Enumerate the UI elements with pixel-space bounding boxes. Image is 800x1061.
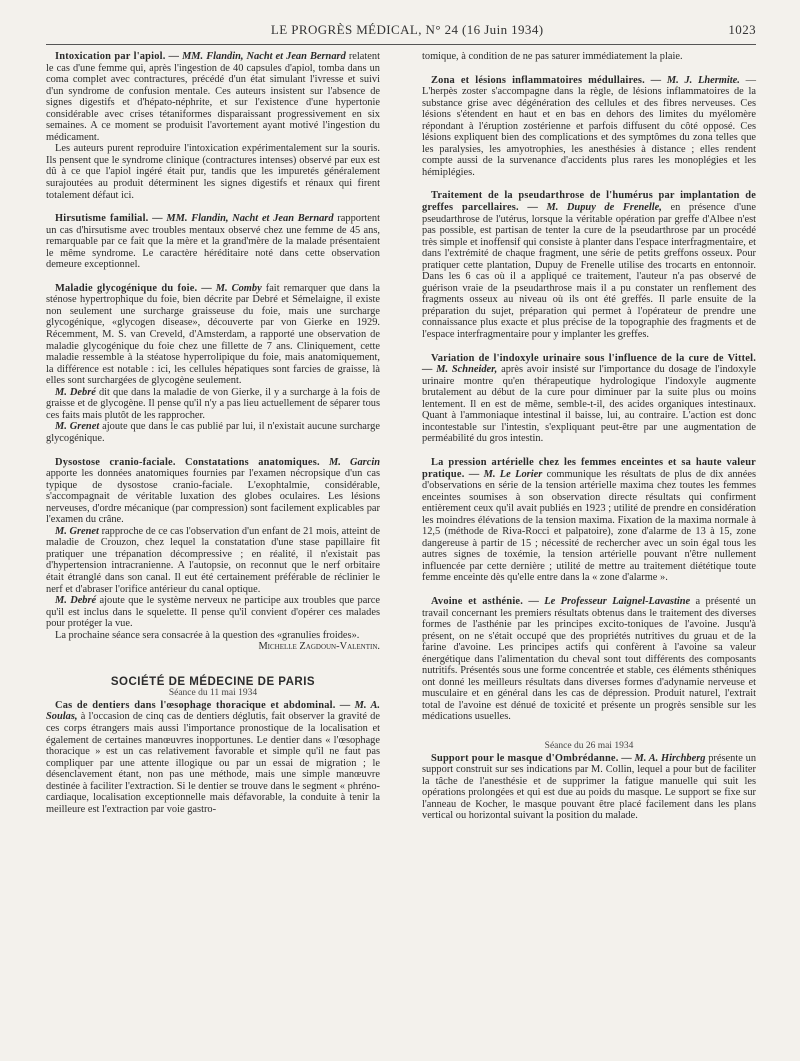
article-pseudarthrose: Traitement de la pseudarthrose de l'humérus par implantation de greffes parcellaires. — M. Dupuy de Frenelle, en présence d'une pseudarthrose de l'utérus, lorsque la véritable opération par greffe d'Albee n'est pas possible, est partisan de tenter la cure de la pseudarthrose par un procédé très simple et inoffensif qui consiste à planter dans l'espace interfragmentaire, et dans l'extrémité de chaque fragment, une série de petits greffons osseux. Pour pratiquer cette plantation, Dupuy de Frenelle utilise des trocarts en entonnoir. Dans les 6 cas où il a appliqué ce traitement, l'auteur n'a pas observé de guérison vraie de la pseudarthrose mais il a pu constater un renflement des fragments osseux au niveau où ils ont été greffés. Il parle ensuite de la préparation du sujet, préparation qui permet à l'opérateur de prendre une connaissance plus exacte et plus précise de la topographie des fragments et de l'espace interfragmentaire pour y implanter les greffes. [422,190,756,341]
header-rule [46,44,756,45]
left-column [46,51,380,822]
paragraph: M. Grenet rapproche de ce cas l'observation d'un enfant de 21 mois, atteint de maladie de Crouzon, chez lequel la constatation d'une stase papillaire fit pratiquer une trépanation décompressive ; en réalité, il n'existait pas d'hypertension intracranienne. A l'autopsie, on reconnut que le nerf orbitaire était étranglé dans son canal. Il eut été certainement préférable de réclinier le nerf et d'abraser l'orifice antérieur du canal optique. [46,525,381,595]
article-indoxyle: Variation de l'indoxyle urinaire sous l'influence de la cure de Vittel. — M. Schneider, après avoir insisté sur l'importance du dosage de l'indoxyle urinaire montre qu'en thérapeutique hydrologique l'indoxyle augmente brutalement au début de la cure pour diminuer par la suite plus ou moins lentement. Il en est de même, semble-t-il, des acides organiques intestinaux. Quant à l'ammoniaque intestinal il baisse, lui, au contraire. L'action est donc incontestable sur l'intestin, s'expliquant peut-être par une augmentation de perméabilité du gros intestin. [422,352,756,445]
article-dysostose: Dysostose cranio-faciale. Constatations anatomiques. M. Garcin apporte les données anatomiques fournies par l'examen nécropsique d'un cas typique de dysostose cranio-faciale. L'exophtalmie, considérable, s'accompagnait de véritable luxation des globes oculaires. Les lésions nerveuses, d'ordre mécanique (par compression) sont facilement explicables par l'examen du crâne. [46,456,380,526]
article-avoine: Avoine et asthénie. — Le Professeur Laignel-Lavastine a présenté un travail concernant les premiers résultats obtenus dans le traitement des diverses formes de l'asthénie par les principes excito-toniques de l'avoine. Jusqu'à présent, on ne s'était occupé que des propriétés nutritives du gruau et de la farine d'avoine. Les principes actifs qui confèrent à l'avoine sa valeur énergétique dans l'alimentation du cheval sont tout différents des composants nutritifs. Présentés sous une forme concentrée et stable, ces éléments sthéniques ont donné les meilleurs résultats dans diverses formes d'adynamie nerveuse et musculaire et en général dans les cas de dépression. Produit naturel, l'extrait total de l'avoine est dénué de toxicité et présente un progrès sensible sur les médications usuelles. [422,595,756,723]
paragraph: La prochaine séance sera consacrée à la question des «granulies froides». [55,629,360,641]
paragraph: Les auteurs purent reproduire l'intoxication expérimentalement sur la souris. Ils pensent que le syndrome clinique (contractures intenses) observé par eux est dû à ce que l'apiol ingéré était pur, tandis que les impuretés généralement surajoutées au produit déterminent les signes digestifs et rénaux qui firent totalement défaut ici. [46,143,380,201]
article-apiol: Intoxication par l'apiol. — MM. Flandin, Nacht et Jean Bernard relatent le cas d'une femme qui, après l'ingestion de 40 capsules d'apiol, tomba dans un coma complet avec contractures, précédé d'un état simulant l'ivresse et suivi d'un syndrome de confusion mentale. Ces auteurs insistent sur l'absence de signes digestifs et d'hépato-néphrite, et sur l'existence d'une hypertonie considérable avec crises tétaniformes disparaissant progressivement en six semaines. A ce moment se produisit l'avortement ayant motivé l'ingestion du médicament. [46,51,380,143]
signature: Michelle Zagdoun-Valentin. [258,641,380,653]
article-glycogenique: Maladie glycogénique du foie. — M. Comby fait remarquer que dans la sténose hypertrophique du foie, bien décrite par Debré et Sémelaigne, il existe non seulement une surcharge graisseuse du foie, mais une surcharge glycogénique, «glycogen disease», découverte par von Gierke en 1929. Récemment, M. S. van Creveld, d'Amsterdam, a rapporté une observation de maladie glycogénique du foie chez une fillette de 7 ans. Cliniquement, cette maladie ressemble à la stéatose hyperrolipique du foie, mais anatomiquement, la différence est notable : ici, les cellules hépatiques sont farcies de graisse, là elles sont surchargées de glycogène seulement. [46,282,380,387]
paragraph: M. Grenet ajoute que dans le cas publié par lui, il n'existait aucune surcharge glycogénique. [46,421,380,444]
paragraph: M. Debré dit que dans la maladie de von Gierke, il y a surcharge à la fois de graisse et de glycogène. Il pense qu'il n'y a pas lieu actuellement de séparer tous ces faits mais plutôt de les rapprocher. [46,386,380,421]
article-dentiers: Cas de dentiers dans l'œsophage thoracique et abdominal. — M. A. Soulas, à l'occasion de cinq cas de dentiers déglutis, fait observer la gravité de ces corps étrangers mais aussi l'importance pronostique de la localisation et également de certaines manœuvres inopportunes. Le dentier dans « l'œsophage thoracique » est un cas relativement favorable et simple qu'il ne faut pas compliquer par une attente illogique ou par un essai de migration ; le désenclavement étant, non pas une méthode, mais une simple manœuvre destinée à faciliter l'extraction. Si le dentier se trouve dans le segment « phréno-cardiaque, localisation exceptionnelle mais défavorable, la conduite à tenir la meilleure est l'extraction par voie gastro- [46,699,380,815]
society-heading: SOCIÉTÉ DE MÉDECINE DE PARIS [110,675,316,688]
paragraph: tomique, à condition de ne pas saturer immédiatement la plaie. [422,51,683,62]
right-column [422,51,756,822]
article-zona: Zona et lésions inflammatoires médullaires. — M. J. Lhermite. — L'herpès zoster s'accompagne dans la règle, de lésions inflammatoires de la substance grise avec dégénération des cellules et des fibres nerveuses. Ces lésions s'étendent en haut et en bas en dehors des limites du myélomère répondant à l'éruption zostérienne et parfois diffusent du côté opposé. Ces lésions expliquent bien des complications et des symptômes du zona telles que les paralysies, les amyotrophies, les anesthésies à distance ; elles rendent compte aussi de la survenance d'accidents plus rares les monoplégies et les hémiplégies. [422,74,756,178]
article-pression: La pression artérielle chez les femmes enceintes et sa haute valeur pratique. — M. Le Lorier communique les résultats de plus de dix années d'observations en série de la tension artérielle maxima chez toutes les femmes enceintes soumises à son observation directe résultats qui confirment entièrement ceux qu'il avait publiés en 1923 ; utilité de prendre en considération les moindres élévations de la tension maxima. Fixation de la maxima normale à 12,5 (méthode de Riva-Rocci et palpatoire), zone d'alarme de 13 à 15, zone dangereuse à partir de 15 ; nécessité de rechercher avec un soin égal tous les autres signes de toxémie, la tension artérielle pouvant n'être nullement influencée par cette dernière ; utilité de mettre au traitement diététique toute femme enceinte dès qu'elle entre dans la « zone d'alarme ». [422,456,756,584]
article-masque: Support pour le masque d'Ombrédanne. — M. A. Hirchberg présente un support construit sur ses indications par M. Collin, lequel a pour but de faciliter la tâche de l'anesthésie et de supprimer la fatigue manuelle qui suit les opérations prolongées et qui est due au poids du masque. Le support se fixe sur l'anneau de Kocher, le masque pouvant être placé facilement dans les plans vertical ou horizontal suivant la position du malade. [422,752,757,822]
article-hirsutisme: Hirsutisme familial. — MM. Flandin, Nacht et Jean Bernard rapportent un cas d'hirsutisme avec troubles mentaux observé chez une femme de 45 ans, remarquable par ce fait que la mère et la grand'mère de la malade présentaient le même syndrome. Le caractère héréditaire noté dans cette observation demeure exceptionnel. [46,213,380,271]
session-date: Séance du 26 mai 1934 [544,740,634,751]
journal-title: LE PROGRÈS MÉDICAL, N° 24 (16 Juin 1934) [270,22,544,37]
page-number: 1023 [728,22,756,37]
running-header [46,0,756,40]
paragraph: M. Debré ajoute que le système nerveux ne participe aux troubles que parce qu'il est inclus dans le squelette. Il pense qu'il convient d'opérer ces malades pour protéger la vue. [46,595,380,630]
session-date: Séance du 11 mai 1934 [168,688,258,699]
